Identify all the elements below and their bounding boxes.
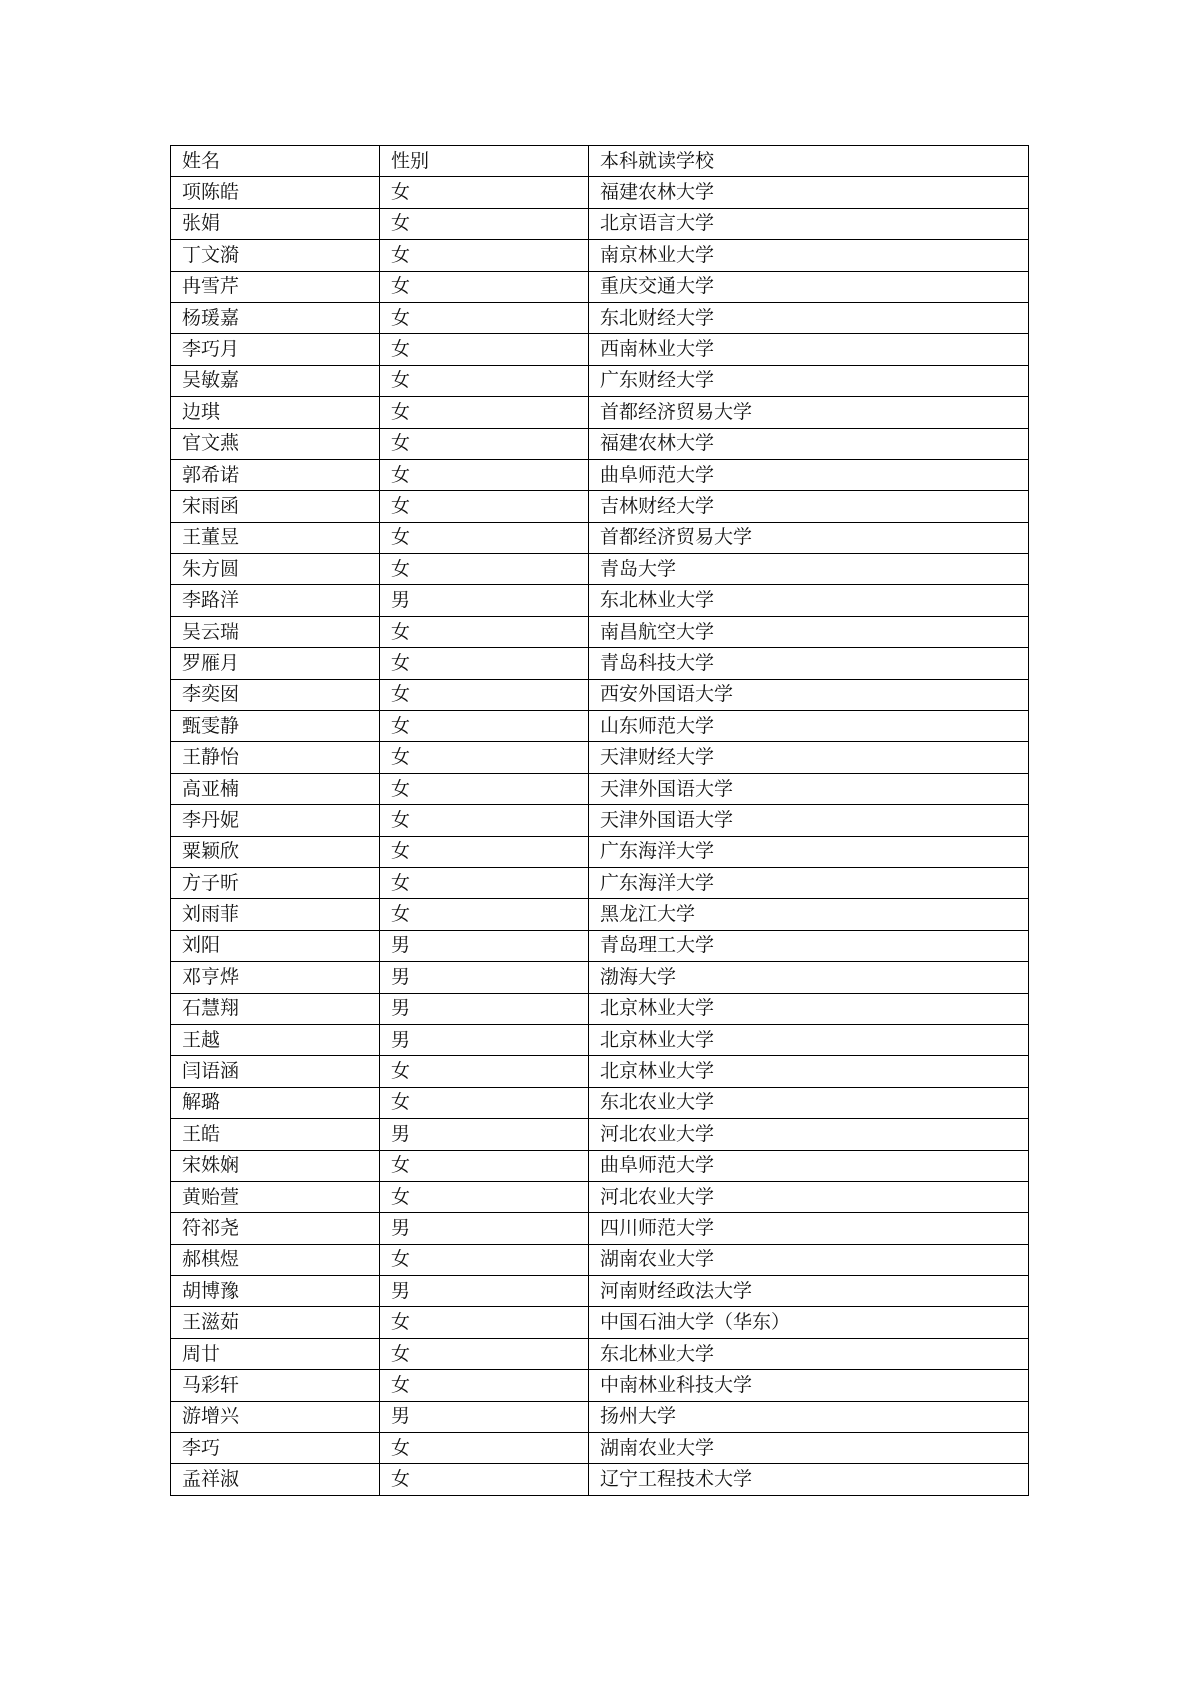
school-cell: 广东海洋大学 [589,836,1029,867]
student-name-cell: 邓亨烨 [171,962,380,993]
student-name-cell: 石慧翔 [171,993,380,1024]
gender-cell: 女 [380,648,589,679]
student-name-cell: 吴云瑞 [171,616,380,647]
table-row [171,679,1029,710]
table-row [171,1276,1029,1307]
header-gender: 性别 [380,146,589,177]
gender-cell: 女 [380,365,589,396]
gender-cell: 女 [380,1087,589,1118]
table-body [171,177,1029,1495]
gender-cell: 男 [380,1119,589,1150]
table-row [171,271,1029,302]
student-name-cell: 马彩轩 [171,1370,380,1401]
table-row [171,930,1029,961]
gender-cell: 女 [380,208,589,239]
table-row [171,962,1029,993]
student-name-cell: 李路洋 [171,585,380,616]
gender-cell: 女 [380,899,589,930]
gender-cell: 女 [380,836,589,867]
student-name-cell: 官文燕 [171,428,380,459]
gender-cell: 女 [380,397,589,428]
gender-cell: 女 [380,334,589,365]
student-name-cell: 孟祥淑 [171,1464,380,1495]
school-cell: 湖南农业大学 [589,1433,1029,1464]
table-row [171,1433,1029,1464]
school-cell: 青岛大学 [589,554,1029,585]
table-row [171,993,1029,1024]
school-cell: 南京林业大学 [589,240,1029,271]
school-cell: 北京林业大学 [589,1024,1029,1055]
table-row [171,1370,1029,1401]
school-cell: 曲阜师范大学 [589,1150,1029,1181]
table-row [171,1464,1029,1495]
table-row [171,522,1029,553]
school-cell: 首都经济贸易大学 [589,397,1029,428]
gender-cell: 女 [380,1433,589,1464]
school-cell: 吉林财经大学 [589,491,1029,522]
school-cell: 广东海洋大学 [589,867,1029,898]
gender-cell: 男 [380,930,589,961]
student-name-cell: 王滋茹 [171,1307,380,1338]
school-cell: 渤海大学 [589,962,1029,993]
school-cell: 福建农林大学 [589,428,1029,459]
student-name-cell: 边琪 [171,397,380,428]
student-name-cell: 周廿 [171,1338,380,1369]
table-row [171,585,1029,616]
table-row [171,1087,1029,1118]
table-row [171,836,1029,867]
school-cell: 河南财经政法大学 [589,1276,1029,1307]
student-name-cell: 张娟 [171,208,380,239]
table-row [171,1244,1029,1275]
school-cell: 天津外国语大学 [589,805,1029,836]
gender-cell: 男 [380,1276,589,1307]
gender-cell: 女 [380,1244,589,1275]
school-cell: 东北林业大学 [589,585,1029,616]
table-row [171,397,1029,428]
table-row [171,711,1029,742]
table-row [171,459,1029,490]
gender-cell: 女 [380,711,589,742]
gender-cell: 女 [380,522,589,553]
table-row [171,1213,1029,1244]
gender-cell: 女 [380,805,589,836]
table-row [171,867,1029,898]
table-row [171,208,1029,239]
gender-cell: 女 [380,1464,589,1495]
student-name-cell: 郭希诺 [171,459,380,490]
student-name-cell: 胡博豫 [171,1276,380,1307]
student-name-cell: 杨瑗嘉 [171,302,380,333]
student-name-cell: 王静怡 [171,742,380,773]
student-roster-table [170,145,1029,1496]
table-row [171,1401,1029,1432]
table-row [171,177,1029,208]
gender-cell: 女 [380,1150,589,1181]
school-cell: 西南林业大学 [589,334,1029,365]
school-cell: 天津外国语大学 [589,773,1029,804]
student-name-cell: 吴敏嘉 [171,365,380,396]
student-name-cell: 宋姝娴 [171,1150,380,1181]
table-row [171,1307,1029,1338]
table-row [171,1181,1029,1212]
header-school: 本科就读学校 [589,146,1029,177]
table-row [171,302,1029,333]
school-cell: 福建农林大学 [589,177,1029,208]
student-name-cell: 解璐 [171,1087,380,1118]
table-row [171,1119,1029,1150]
school-cell: 黑龙江大学 [589,899,1029,930]
gender-cell: 女 [380,1181,589,1212]
table-row [171,1024,1029,1055]
school-cell: 辽宁工程技术大学 [589,1464,1029,1495]
student-name-cell: 粟颖欣 [171,836,380,867]
student-name-cell: 罗雁月 [171,648,380,679]
gender-cell: 女 [380,240,589,271]
school-cell: 曲阜师范大学 [589,459,1029,490]
student-name-cell: 符祁尧 [171,1213,380,1244]
gender-cell: 女 [380,1056,589,1087]
school-cell: 广东财经大学 [589,365,1029,396]
school-cell: 河北农业大学 [589,1119,1029,1150]
table-row [171,773,1029,804]
gender-cell: 女 [380,491,589,522]
header-name: 姓名 [171,146,380,177]
table-row [171,554,1029,585]
school-cell: 湖南农业大学 [589,1244,1029,1275]
gender-cell: 女 [380,867,589,898]
student-name-cell: 刘阳 [171,930,380,961]
gender-cell: 男 [380,585,589,616]
student-name-cell: 黄贻萱 [171,1181,380,1212]
gender-cell: 女 [380,459,589,490]
table-row [171,428,1029,459]
student-name-cell: 闫语涵 [171,1056,380,1087]
school-cell: 河北农业大学 [589,1181,1029,1212]
school-cell: 中国石油大学（华东） [589,1307,1029,1338]
school-cell: 青岛科技大学 [589,648,1029,679]
gender-cell: 女 [380,1338,589,1369]
student-name-cell: 李巧 [171,1433,380,1464]
table-row [171,240,1029,271]
student-name-cell: 冉雪芹 [171,271,380,302]
school-cell: 东北林业大学 [589,1338,1029,1369]
table-row [171,899,1029,930]
table-row [171,742,1029,773]
gender-cell: 男 [380,1213,589,1244]
school-cell: 西安外国语大学 [589,679,1029,710]
school-cell: 中南林业科技大学 [589,1370,1029,1401]
gender-cell: 女 [380,428,589,459]
table-row [171,491,1029,522]
school-cell: 首都经济贸易大学 [589,522,1029,553]
gender-cell: 男 [380,962,589,993]
school-cell: 北京语言大学 [589,208,1029,239]
school-cell: 重庆交通大学 [589,271,1029,302]
student-name-cell: 朱方圆 [171,554,380,585]
student-name-cell: 项陈皓 [171,177,380,208]
school-cell: 北京林业大学 [589,1056,1029,1087]
gender-cell: 女 [380,1370,589,1401]
student-name-cell: 宋雨函 [171,491,380,522]
school-cell: 青岛理工大学 [589,930,1029,961]
gender-cell: 女 [380,773,589,804]
table-row [171,1056,1029,1087]
student-name-cell: 王皓 [171,1119,380,1150]
gender-cell: 女 [380,742,589,773]
school-cell: 南昌航空大学 [589,616,1029,647]
student-name-cell: 王董昱 [171,522,380,553]
school-cell: 东北农业大学 [589,1087,1029,1118]
student-name-cell: 刘雨菲 [171,899,380,930]
student-name-cell: 丁文漪 [171,240,380,271]
school-cell: 北京林业大学 [589,993,1029,1024]
school-cell: 东北财经大学 [589,302,1029,333]
student-name-cell: 游增兴 [171,1401,380,1432]
student-name-cell: 方子昕 [171,867,380,898]
table-row [171,365,1029,396]
gender-cell: 女 [380,1307,589,1338]
table-row [171,334,1029,365]
table-row [171,1338,1029,1369]
school-cell: 四川师范大学 [589,1213,1029,1244]
student-name-cell: 郝棋煜 [171,1244,380,1275]
gender-cell: 女 [380,271,589,302]
gender-cell: 男 [380,1024,589,1055]
table-row [171,648,1029,679]
student-name-cell: 高亚楠 [171,773,380,804]
gender-cell: 女 [380,679,589,710]
student-name-cell: 李奕囡 [171,679,380,710]
gender-cell: 女 [380,616,589,647]
gender-cell: 女 [380,177,589,208]
student-name-cell: 李丹妮 [171,805,380,836]
gender-cell: 女 [380,302,589,333]
table-row [171,616,1029,647]
table-header-row [171,146,1029,177]
school-cell: 扬州大学 [589,1401,1029,1432]
school-cell: 天津财经大学 [589,742,1029,773]
student-name-cell: 李巧月 [171,334,380,365]
gender-cell: 男 [380,993,589,1024]
gender-cell: 女 [380,554,589,585]
school-cell: 山东师范大学 [589,711,1029,742]
student-name-cell: 王越 [171,1024,380,1055]
student-name-cell: 甄雯静 [171,711,380,742]
table-row [171,805,1029,836]
table-row [171,1150,1029,1181]
gender-cell: 男 [380,1401,589,1432]
